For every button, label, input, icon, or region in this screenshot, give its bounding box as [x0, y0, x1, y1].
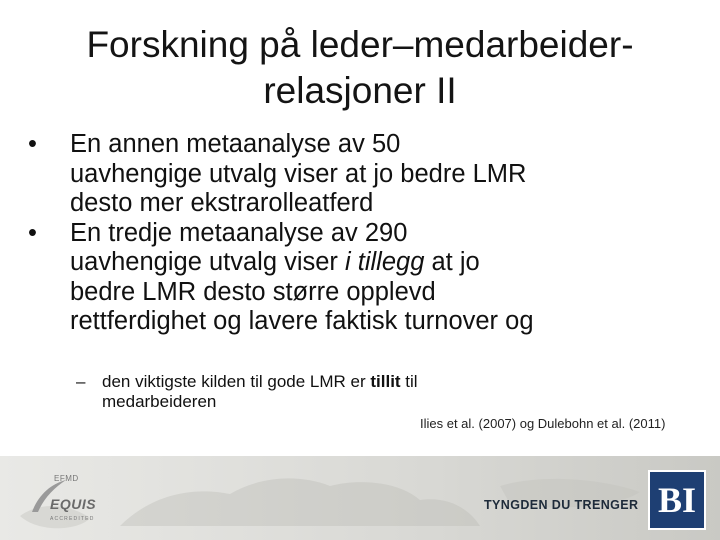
title-line-2: relasjoner II: [263, 70, 457, 111]
efmd-label: EFMD: [54, 474, 79, 483]
slide-title: [30, 22, 690, 114]
tagline: TYNGDEN DU TRENGER: [484, 498, 639, 512]
sub-bullet-line: [102, 372, 596, 392]
bullet-line: bedre LMR desto større opplevd: [70, 277, 436, 306]
bullet-line: desto mer ekstrarolleatferd: [70, 189, 374, 217]
bullet-line: [70, 248, 704, 278]
equis-logo: [28, 466, 118, 532]
title-line-1: Forskning på leder–medarbeider-: [86, 24, 634, 65]
bullet-item: [24, 130, 704, 219]
sub-bullet-marker: –: [76, 372, 86, 391]
accredited-label: ACCREDITED: [50, 516, 95, 522]
sub-bullet: [76, 372, 596, 412]
reference-citation: Ilies et al. (2007) og Dulebohn et al. (2011): [420, 416, 666, 431]
bullet-line: rettferdighet og lavere faktisk turnover og: [70, 307, 534, 335]
equis-name: EQUIS: [50, 496, 97, 512]
bullet-line: En tredje metaanalyse av 290: [70, 218, 408, 247]
bold-text: tillit: [370, 372, 401, 391]
bullet-item: [24, 219, 704, 337]
bullet-line: uavhengige utvalg viser at jo bedre LMR: [70, 159, 527, 188]
bullet-line: En annen metaanalyse av 50: [70, 130, 401, 158]
bullet-marker: •: [28, 130, 37, 158]
sub-text: den viktigste kilden til gode LMR er: [102, 372, 371, 391]
bullet-list: [24, 130, 704, 337]
bullet-text: uavhengige utvalg viser: [70, 248, 346, 276]
bullet-text: at jo: [424, 248, 480, 276]
bullet-marker: •: [28, 218, 37, 247]
footer-band: [0, 456, 720, 540]
sub-text: til: [400, 372, 418, 391]
emphasis-text: i tillegg: [345, 248, 425, 276]
sub-bullet-line: medarbeideren: [102, 392, 217, 411]
bi-logo: BI: [648, 470, 706, 530]
